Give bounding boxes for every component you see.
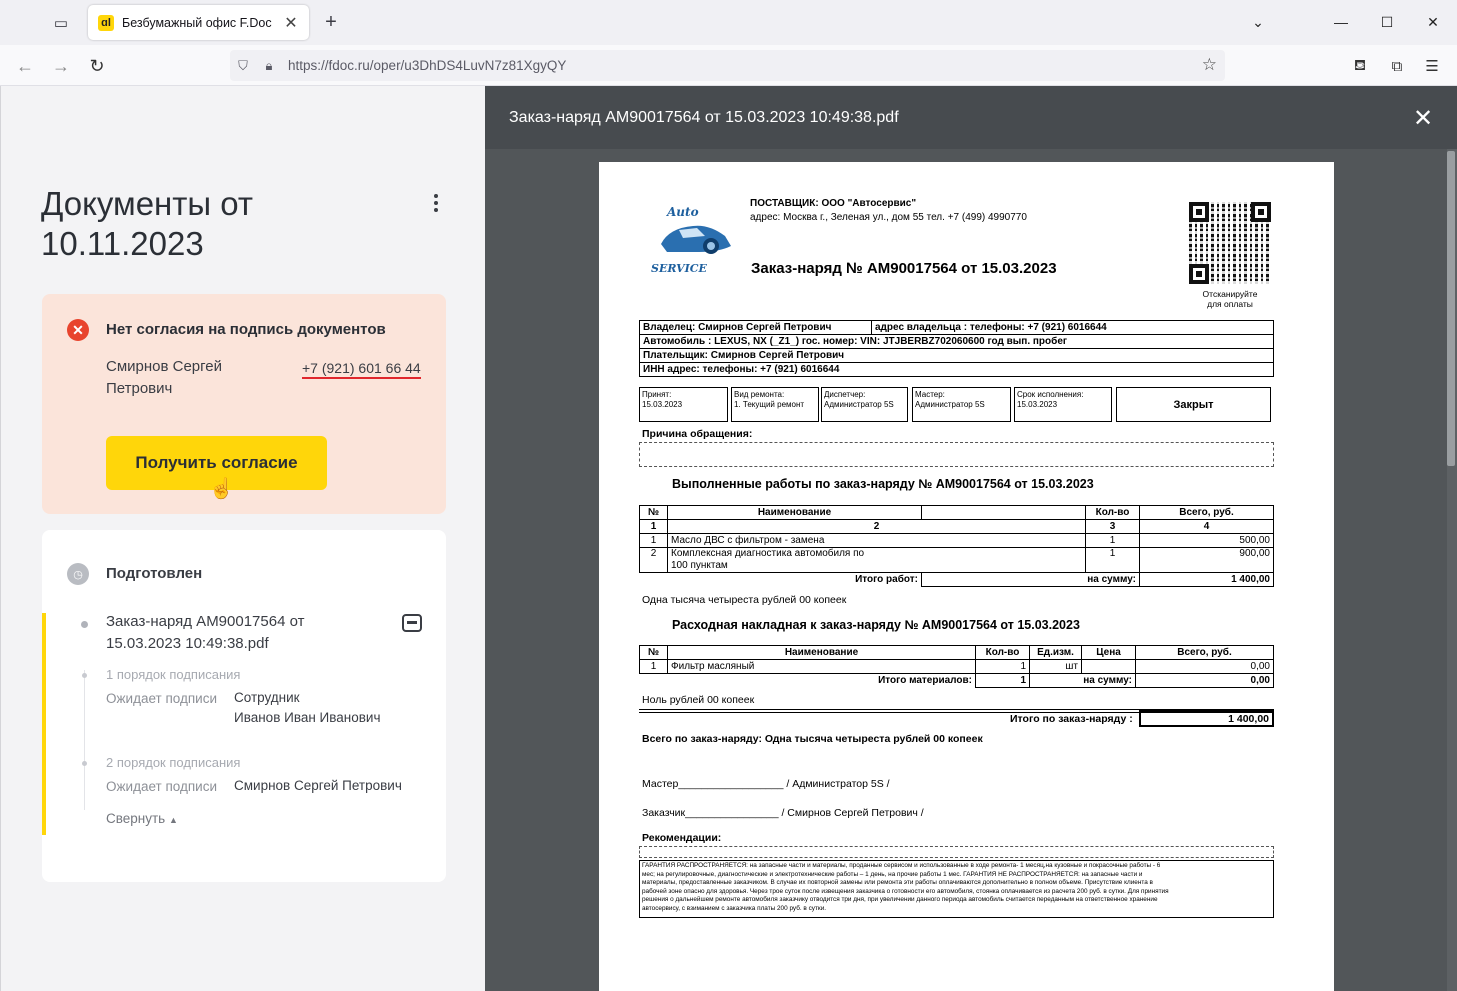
awaiting-signature-label: Ожидает подписи (106, 691, 217, 706)
print-icon[interactable] (402, 614, 422, 632)
info-box: Срок исполнения: 15.03.2023 (1014, 387, 1112, 422)
supplier: ПОСТАВЩИК: ООО "Автосервис" (750, 198, 917, 209)
supplier-address: адрес: Москва г., Зеленая ул., дом 55 тел. +7 (499) 4990770 (750, 212, 1027, 223)
signing-status-card (42, 530, 446, 882)
master-signature-line: Мастер__________________ / Администратор 5S / (642, 778, 890, 790)
grand-total-words: Всего по заказ-наряду: Одна тысяча четыреста рублей 00 копеек (642, 733, 983, 745)
order-heading: Заказ-наряд № AM90017564 от 15.03.2023 (751, 260, 1057, 277)
owner-cell: Владелец: Смирнов Сергей Петрович (640, 321, 872, 335)
owner-address-cell: адрес владельца : телефоны: +7 (921) 6016644 (872, 321, 1274, 335)
materials-total-words: Ноль рублей 00 копеек (642, 694, 755, 706)
collapse-label: Свернуть (106, 811, 166, 826)
info-box: Диспетчер: Администратор 5S (821, 387, 908, 422)
document-viewer (485, 86, 1457, 991)
documents-panel (0, 86, 485, 991)
address-bar[interactable] (230, 50, 1225, 81)
signer-phone: +7 (921) 601 66 44 (302, 360, 421, 379)
table-row: 1 Фильтр масляный 1 шт 0,00 (640, 660, 1274, 674)
payer-cell: Плательщик: Смирнов Сергей Петрович (640, 349, 1274, 363)
viewer-scrollbar-thumb[interactable] (1447, 151, 1455, 466)
works-title: Выполненные работы по заказ-наряду № AM90017564 от 15.03.2023 (672, 477, 1094, 491)
tab-close-icon[interactable]: ✕ (284, 14, 298, 32)
grand-total-value: 1 400,00 (1139, 710, 1274, 727)
awaiting-signature-label: Ожидает подписи (106, 779, 217, 794)
qr-caption: для оплаты (1207, 299, 1253, 309)
viewer-header (485, 86, 1457, 149)
timeline-dot (81, 621, 88, 628)
consent-alert-card (42, 294, 446, 514)
timeline-dot (82, 761, 87, 766)
browser-tab-bar (0, 0, 1457, 45)
logo-bottom-text: SERVICE (651, 262, 707, 275)
signing-order-2: 2 порядок подписания (106, 755, 241, 770)
chevron-up-icon: ▲ (168, 815, 178, 825)
hand-cursor-icon: ☝ (209, 478, 234, 500)
maximize-icon[interactable]: ☐ (1380, 13, 1394, 30)
signer-employee-name: Иванов Иван Иванович (234, 710, 381, 725)
more-options-icon[interactable] (426, 192, 446, 214)
logo-top-text: Auto (667, 205, 699, 219)
autoservice-logo (649, 202, 739, 278)
grand-total-label: Итого по заказ-наряду : (1010, 713, 1133, 725)
forward-icon[interactable]: → (52, 55, 70, 76)
timeline-line (84, 670, 85, 810)
status-title: Подготовлен (106, 565, 203, 582)
alert-title: Нет согласия на подпись документов (106, 321, 386, 338)
table-row: 1 Масло ДВС с фильтром - замена 1 500,00 (640, 534, 1274, 548)
signer-role: Сотрудник (234, 690, 300, 705)
customer-signature-line: Заказчик________________ / Смирнов Сергей Петрович / (642, 807, 924, 819)
lock-icon[interactable]: 🔒︎ (265, 57, 273, 73)
info-box: Мастер: Администратор 5S (912, 387, 1011, 422)
minimize-icon[interactable]: — (1334, 14, 1348, 30)
materials-table: № Наименование Кол-во Ед.изм. Цена Всего, руб. 1 Фильтр масляный 1 шт 0,00 Итого материалов: 1 на сумму: 0,00 (639, 645, 1274, 688)
shield-icon[interactable]: ⛉ (238, 57, 248, 73)
info-box: Вид ремонта: 1. Текущий ремонт (731, 387, 819, 422)
info-box: Принят: 15.03.2023 (639, 387, 728, 422)
get-consent-button[interactable]: Получить согласие (106, 436, 327, 490)
recommendations-label: Рекомендации: (642, 832, 722, 844)
browser-nav-bar (0, 45, 1457, 86)
signer-name: Смирнов Сергей Петрович (106, 358, 223, 397)
warranty-text-box: ГАРАНТИЯ РАСПРОСТРАНЯЕТСЯ: на запасные части и материалы, проданные сервисом и использованные в ходе ремонта- 1 месяц,на кузовные и покрасочные работы - 6 мес; на регулировочные, диагностические и электротехнические работы – 1 день, на прочие работы 1 мес. ГАРАНТИЯ НЕ РАСПРОСТРАНЯЕТСЯ: на запасные части и материалы, предоставленные заказчиком. В случае их повторной замены или ремонта эти работы оплачиваются дополнительно в полном объеме. Присутствие клиента в рабочей зоне опасно для здоровья. Через трое суток после извещения заказчика о готовности его автомобиля, стоянка оплачивается из расчета 200 руб. в сутки. Для принятия решения о дальнейшем ремонте автомобиля заказчику отводится три дня, при увеличении данного периода автомобиль считается переданным на ответственное хранение автосервису, с взиманием с заказчика платы 200 руб. в сутки. (639, 860, 1274, 918)
document-name-link[interactable]: Заказ-наряд AM90017564 от 15.03.2023 10:49:38.pdf (106, 613, 305, 652)
tab-title: Безбумажный офис F.Doc (122, 15, 272, 30)
new-tab-icon[interactable]: + (325, 11, 337, 33)
table-row: 2 Комплексная диагностика автомобиля по 100 пунктам 1 900,00 (640, 548, 1274, 573)
close-viewer-icon[interactable]: ✕ (1412, 105, 1434, 132)
url-text[interactable]: https://fdoc.ru/oper/u3DhDS4LuvN7z81XgyQY (288, 58, 567, 73)
viewer-title: Заказ-наряд AM90017564 от 15.03.2023 10:49:38.pdf (509, 109, 899, 126)
reason-label: Причина обращения: (642, 428, 753, 440)
timeline-dot (82, 673, 87, 678)
works-total-words: Одна тысяча четыреста рублей 00 копеек (642, 594, 847, 606)
page-title: Документы от 10.11.2023 (41, 185, 254, 262)
owner-table (639, 320, 1274, 377)
reload-icon[interactable]: ↻ (89, 55, 105, 76)
recommendations-field (639, 846, 1274, 858)
back-icon[interactable]: ← (16, 55, 34, 76)
signing-order-1: 1 порядок подписания (106, 667, 241, 682)
inn-cell: ИНН адрес: телефоны: +7 (921) 6016644 (640, 363, 1274, 377)
pocket-icon[interactable]: ⛾ (1353, 56, 1367, 74)
extensions-icon[interactable]: ⧉ (1391, 57, 1403, 75)
tab-overflow-chevron-icon[interactable]: ⌄ (1252, 13, 1264, 30)
works-table: № Наименование Кол-во Всего, руб. 1 2 3 4 1 Масло ДВС с фильтром - замена 1 500,00 2 Комплексная диагностика автомобиля по 100 пунктам 1 900,00 Итого работ: на сумму: 1 400,00 (639, 505, 1274, 587)
active-document-marker (42, 613, 46, 835)
clock-icon: ◷ (67, 563, 89, 585)
window-close-icon[interactable]: ✕ (1427, 13, 1439, 30)
collapse-toggle[interactable] (106, 811, 178, 826)
pdf-page (599, 162, 1334, 991)
site-favicon-icon: ɑl (98, 15, 114, 31)
status-closed-box: Закрыт (1116, 387, 1271, 422)
browser-tab[interactable] (88, 5, 309, 40)
tab-list-icon[interactable]: ▭ (53, 15, 69, 32)
vehicle-cell: Автомобиль : LEXUS, NX (_Z1_) гос. номер: VIN: JTJBERBZ702060600 год вып. пробег (640, 335, 1274, 349)
menu-icon[interactable]: ☰ (1425, 58, 1439, 75)
bookmark-star-icon[interactable]: ☆ (1201, 55, 1217, 74)
signer-client-name: Смирнов Сергей Петрович (234, 778, 402, 793)
reason-field (639, 442, 1274, 467)
qr-caption: Отсканируйте (1202, 289, 1258, 299)
materials-title: Расходная накладная к заказ-наряду № AM90017564 от 15.03.2023 (672, 618, 1080, 632)
error-icon: ✕ (67, 319, 89, 341)
payment-qr-code (1189, 202, 1271, 284)
